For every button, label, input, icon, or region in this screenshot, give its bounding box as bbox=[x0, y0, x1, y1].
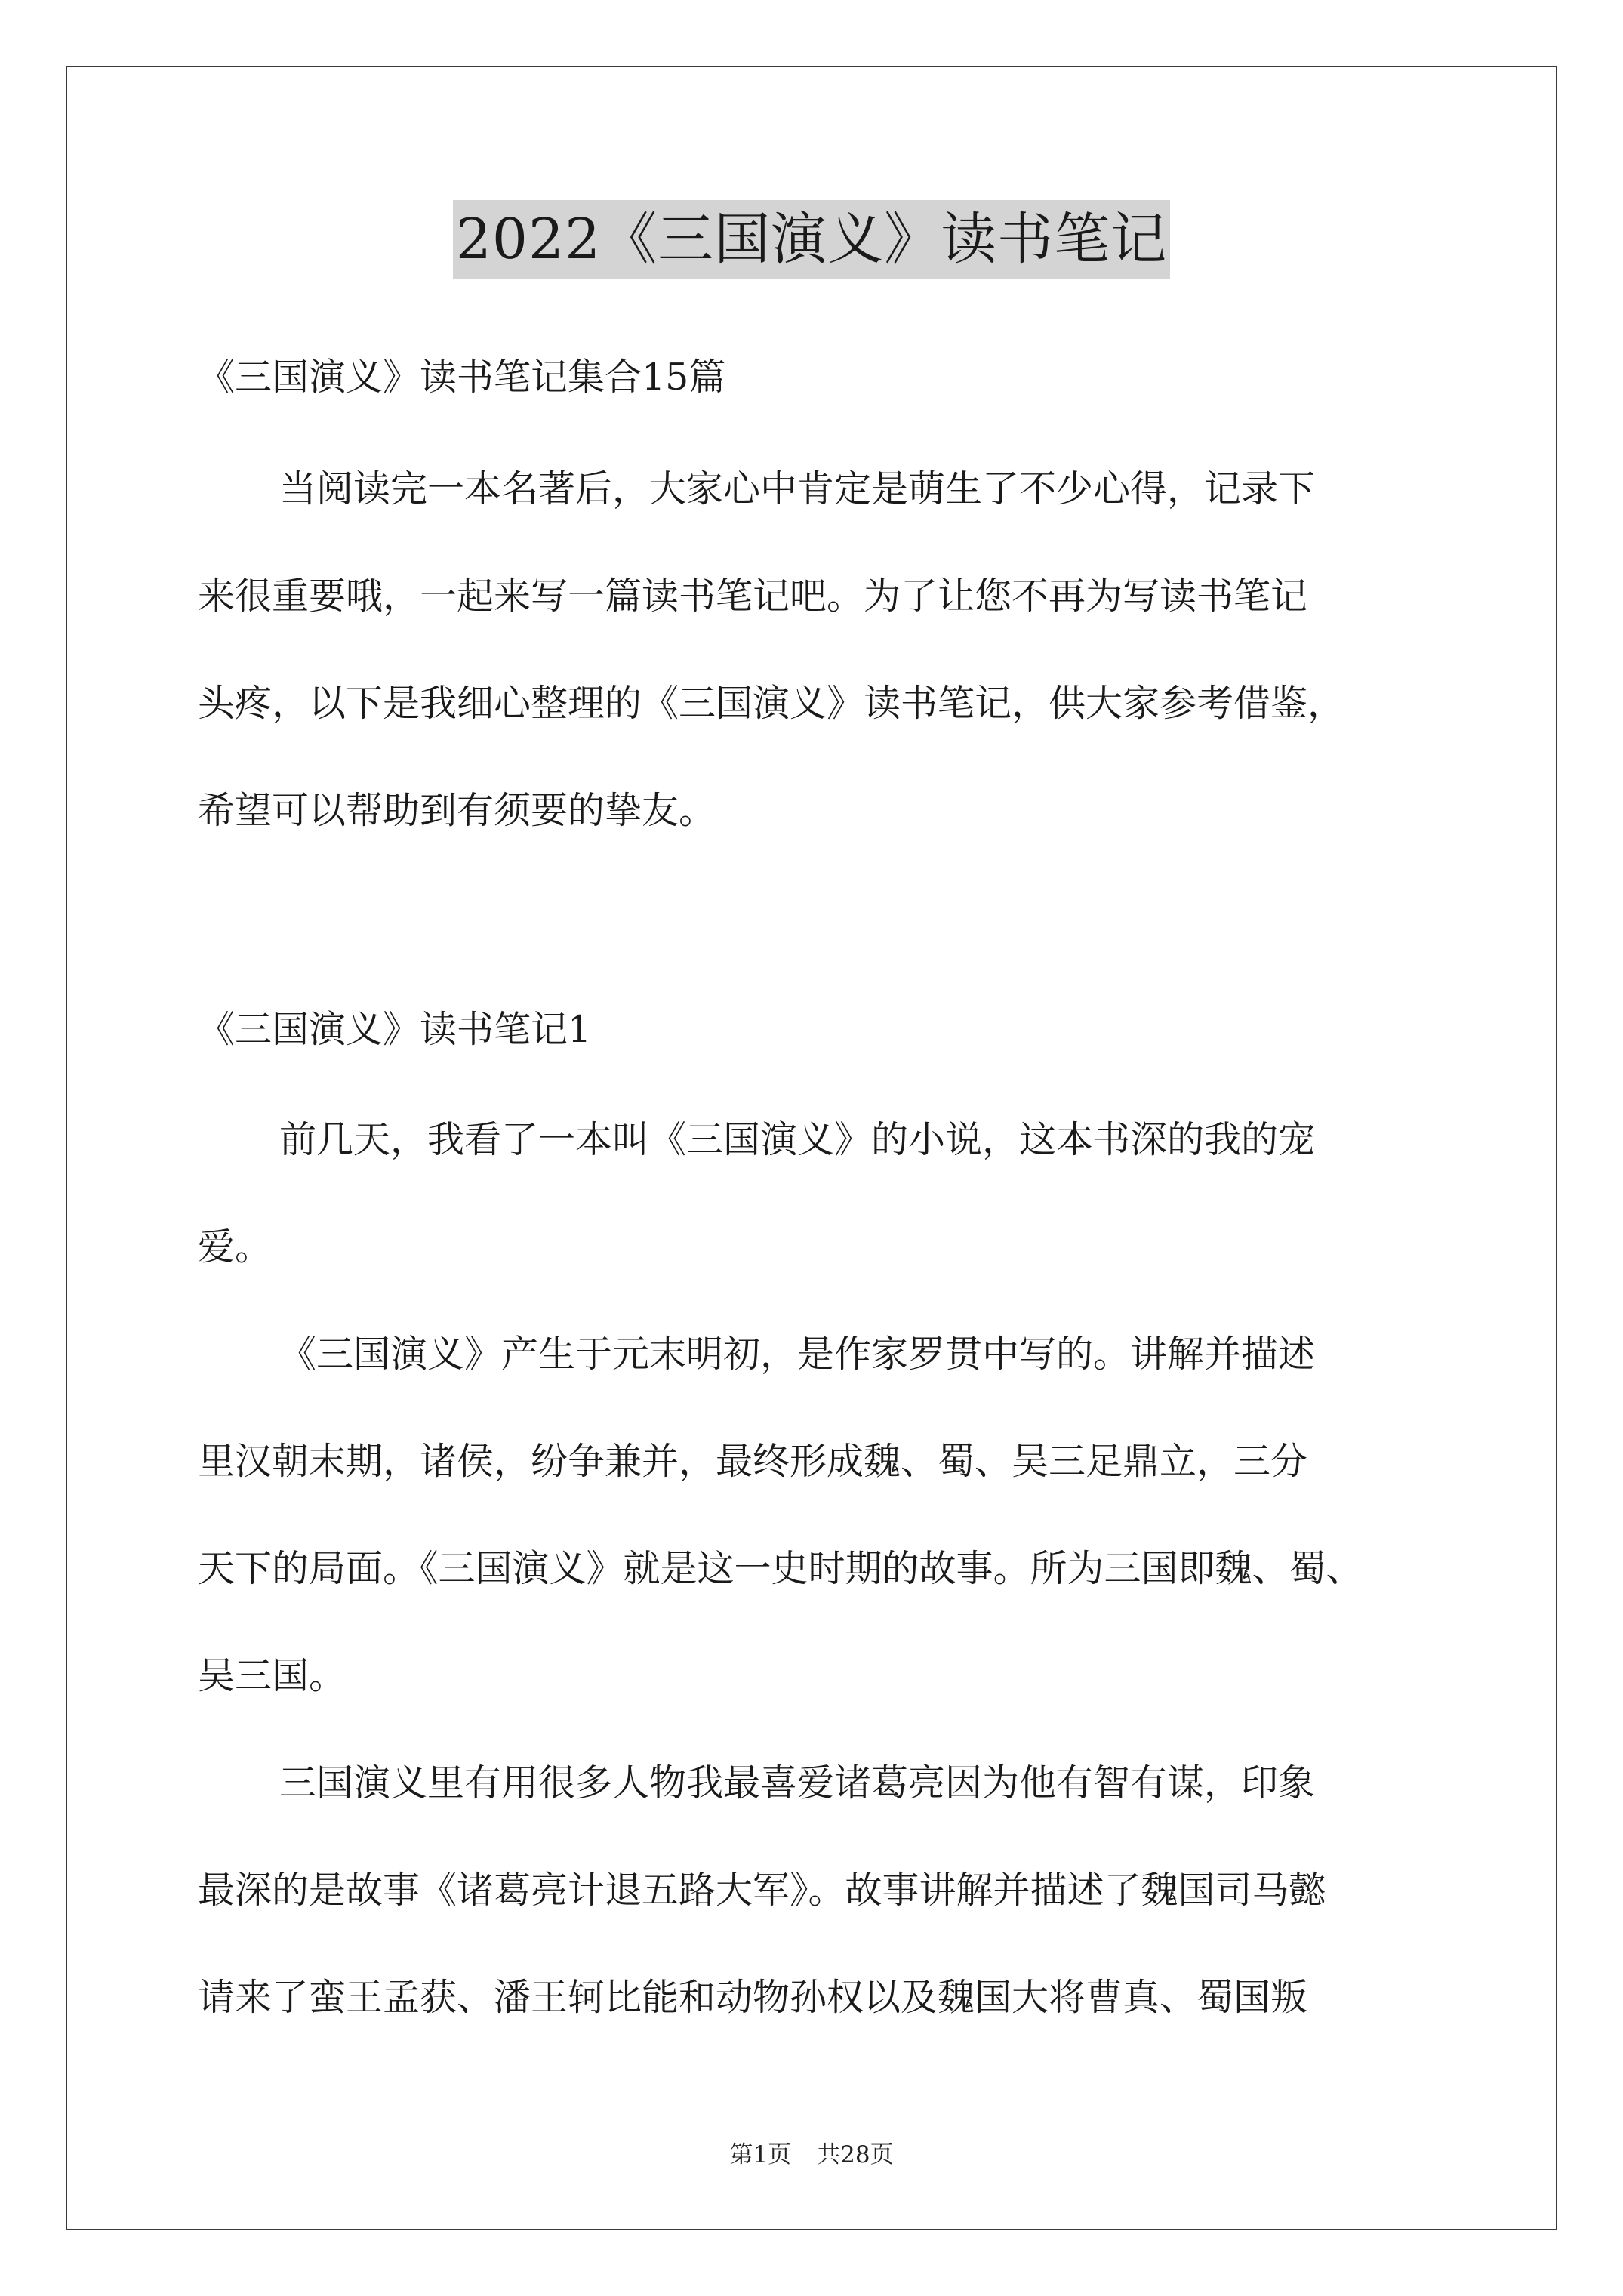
intro-line: 头疼，以下是我细心整理的《三国演义》读书笔记，供大家参考借鉴， bbox=[198, 682, 1345, 725]
intro-line: 希望可以帮助到有须要的挚友。 bbox=[198, 789, 716, 832]
intro-line: 来很重要哦，一起来写一篇读书笔记吧。为了让您不再为写读书笔记 bbox=[198, 575, 1308, 618]
paragraph-line: 吴三国。 bbox=[198, 1654, 346, 1697]
total-pages: 共28页 bbox=[817, 2141, 894, 2168]
section-heading: 《三国演义》读书笔记1 bbox=[198, 1008, 592, 1051]
paragraph-line: 最深的是故事《诸葛亮计退五路大军》。故事讲解并描述了魏国司马懿 bbox=[198, 1869, 1326, 1912]
document-subtitle: 《三国演义》读书笔记集合15篇 bbox=[198, 356, 726, 399]
paragraph-line: 天下的局面。《三国演义》就是这一史时期的故事。所为三国即魏、蜀、 bbox=[198, 1547, 1363, 1590]
document-title: 2022《三国演义》读书笔记 bbox=[453, 200, 1170, 279]
paragraph-line: 三国演义里有用很多人物我最喜爱诸葛亮因为他有智有谋，印象 bbox=[279, 1761, 1316, 1804]
page-footer bbox=[0, 2140, 1623, 2170]
paragraph-line: 里汉朝末期，诸侯，纷争兼并，最终形成魏、蜀、吴三足鼎立，三分 bbox=[198, 1440, 1308, 1483]
page-number: 第1页 bbox=[729, 2141, 792, 2168]
paragraph-line: 《三国演义》产生于元末明初，是作家罗贯中写的。讲解并描述 bbox=[279, 1333, 1316, 1376]
paragraph-line: 爱。 bbox=[198, 1225, 273, 1268]
paragraph-line: 前几天，我看了一本叫《三国演义》的小说，这本书深的我的宠 bbox=[279, 1118, 1316, 1161]
intro-line: 当阅读完一本名著后，大家心中肯定是萌生了不少心得，记录下 bbox=[279, 467, 1316, 510]
paragraph-line: 请来了蛮王孟获、潘王轲比能和动物孙权以及魏国大将曹真、蜀国叛 bbox=[198, 1976, 1308, 2019]
title-container bbox=[0, 200, 1623, 279]
